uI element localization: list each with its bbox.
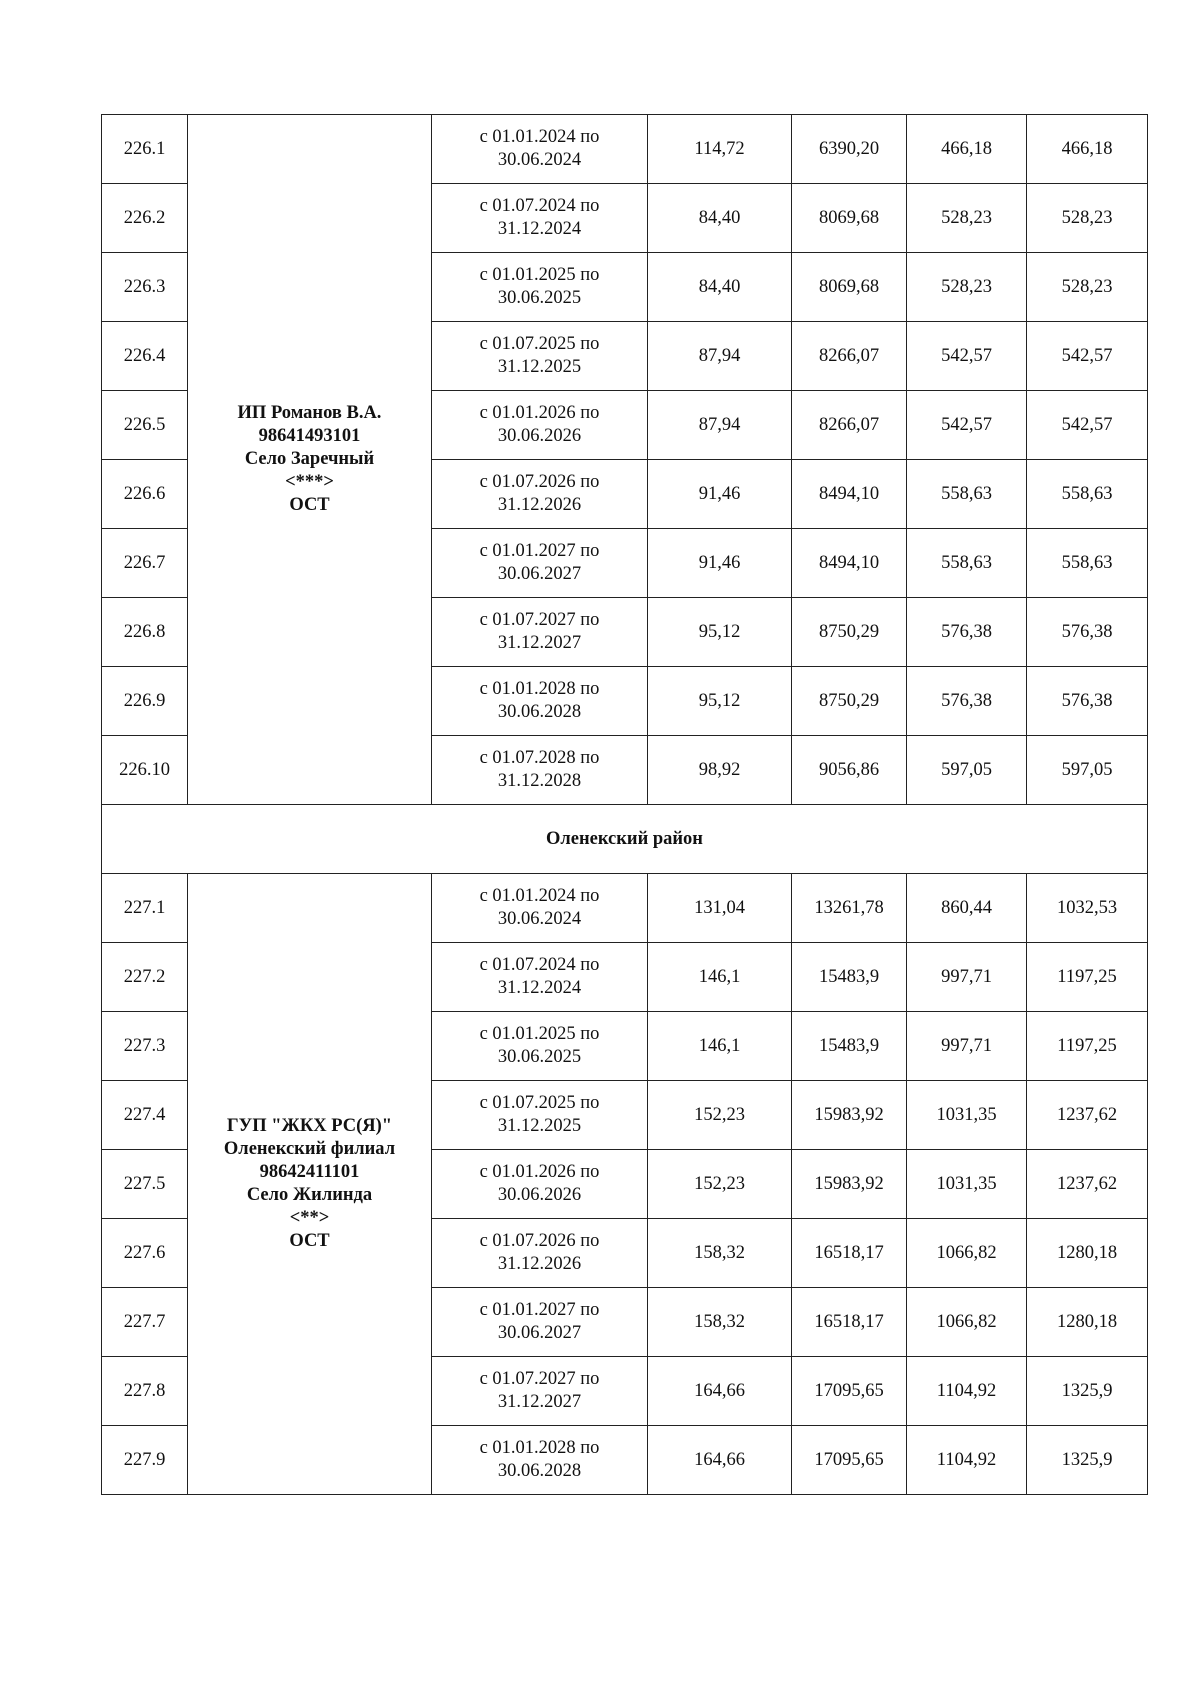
value-cell-v2: 8266,07 [792,391,907,460]
period-cell [432,529,648,598]
value-cell-v1: 146,1 [648,943,792,1012]
period-end: 31.12.2025 [497,1116,582,1136]
value-cell-v4: 597,05 [1027,736,1148,805]
value-cell-v3: 860,44 [907,874,1027,943]
organization-line: <**> [289,1208,330,1228]
organization-line: 98641493101 [258,426,361,446]
period-start: с 01.07.2026 по [479,1231,600,1251]
period-end: 31.12.2026 [497,495,582,515]
organization-line: Оленекский филиал [223,1139,396,1159]
value-cell-v3: 466,18 [907,115,1027,184]
value-cell-v3: 528,23 [907,184,1027,253]
row-number-cell: 226.6 [102,460,188,529]
section-title: Оленекский район [102,805,1148,874]
row-number-cell: 226.8 [102,598,188,667]
period-cell [432,1012,648,1081]
period-end: 30.06.2026 [497,1185,582,1205]
row-number-cell: 226.1 [102,115,188,184]
row-number-cell: 227.3 [102,1012,188,1081]
period-end: 30.06.2026 [497,426,582,446]
value-cell-v1: 164,66 [648,1357,792,1426]
value-cell-v2: 8494,10 [792,529,907,598]
value-cell-v3: 1104,92 [907,1357,1027,1426]
value-cell-v4: 542,57 [1027,391,1148,460]
row-number-cell: 226.4 [102,322,188,391]
value-cell-v4: 576,38 [1027,667,1148,736]
value-cell-v3: 1031,35 [907,1150,1027,1219]
value-cell-v3: 997,71 [907,943,1027,1012]
value-cell-v3: 558,63 [907,529,1027,598]
value-cell-v1: 164,66 [648,1426,792,1495]
period-end: 30.06.2027 [497,564,582,584]
period-start: с 01.01.2028 по [479,679,600,699]
value-cell-v1: 146,1 [648,1012,792,1081]
value-cell-v4: 528,23 [1027,184,1148,253]
period-start: с 01.07.2027 по [479,610,600,630]
value-cell-v2: 8494,10 [792,460,907,529]
period-end: 30.06.2025 [497,1047,582,1067]
value-cell-v2: 8750,29 [792,667,907,736]
period-cell [432,115,648,184]
period-start: с 01.01.2024 по [479,886,600,906]
value-cell-v2: 15483,9 [792,1012,907,1081]
organization-cell [188,115,432,805]
value-cell-v1: 95,12 [648,598,792,667]
organization-line: ОСТ [289,495,330,515]
row-number-cell: 227.8 [102,1357,188,1426]
value-cell-v4: 576,38 [1027,598,1148,667]
row-number-cell: 226.2 [102,184,188,253]
value-cell-v4: 1032,53 [1027,874,1148,943]
period-end: 31.12.2028 [497,771,582,791]
value-cell-v4: 1197,25 [1027,1012,1148,1081]
row-number-cell: 227.2 [102,943,188,1012]
value-cell-v1: 158,32 [648,1288,792,1357]
value-cell-v4: 542,57 [1027,322,1148,391]
value-cell-v1: 98,92 [648,736,792,805]
period-end: 30.06.2024 [497,150,582,170]
period-end: 31.12.2027 [497,1392,582,1412]
period-cell [432,391,648,460]
tariff-table [101,114,1148,1495]
period-cell [432,598,648,667]
period-start: с 01.07.2024 по [479,196,600,216]
value-cell-v4: 1237,62 [1027,1081,1148,1150]
period-cell [432,184,648,253]
period-start: с 01.07.2027 по [479,1369,600,1389]
value-cell-v4: 558,63 [1027,529,1148,598]
value-cell-v3: 1031,35 [907,1081,1027,1150]
value-cell-v4: 528,23 [1027,253,1148,322]
value-cell-v2: 17095,65 [792,1357,907,1426]
organization-line: ИП Романов В.А. [237,403,382,423]
period-start: с 01.07.2026 по [479,472,600,492]
value-cell-v1: 131,04 [648,874,792,943]
organization-line: Село Жилинда [246,1185,373,1205]
value-cell-v2: 8750,29 [792,598,907,667]
period-cell [432,322,648,391]
table-row [102,874,1148,943]
organization-line: ГУП "ЖКХ РС(Я)" [226,1116,393,1136]
row-number-cell: 227.7 [102,1288,188,1357]
row-number-cell: 226.10 [102,736,188,805]
value-cell-v1: 87,94 [648,322,792,391]
period-end: 31.12.2026 [497,1254,582,1274]
period-start: с 01.07.2025 по [479,1093,600,1113]
value-cell-v1: 158,32 [648,1219,792,1288]
period-start: с 01.01.2027 по [479,1300,600,1320]
value-cell-v2: 8069,68 [792,184,907,253]
period-cell [432,1219,648,1288]
value-cell-v1: 152,23 [648,1150,792,1219]
value-cell-v2: 15983,92 [792,1081,907,1150]
period-cell [432,1081,648,1150]
value-cell-v1: 114,72 [648,115,792,184]
period-start: с 01.01.2026 по [479,1162,600,1182]
organization-line: <***> [285,472,334,492]
row-number-cell: 227.4 [102,1081,188,1150]
period-start: с 01.01.2024 по [479,127,600,147]
value-cell-v2: 6390,20 [792,115,907,184]
value-cell-v1: 84,40 [648,253,792,322]
period-cell [432,736,648,805]
section-row [102,805,1148,874]
row-number-cell: 226.3 [102,253,188,322]
value-cell-v3: 576,38 [907,667,1027,736]
value-cell-v2: 15983,92 [792,1150,907,1219]
period-start: с 01.01.2027 по [479,541,600,561]
period-end: 30.06.2024 [497,909,582,929]
row-number-cell: 227.1 [102,874,188,943]
row-number-cell: 226.7 [102,529,188,598]
value-cell-v2: 17095,65 [792,1426,907,1495]
period-start: с 01.07.2025 по [479,334,600,354]
period-end: 31.12.2024 [497,978,582,998]
value-cell-v2: 8069,68 [792,253,907,322]
value-cell-v2: 9056,86 [792,736,907,805]
value-cell-v3: 1104,92 [907,1426,1027,1495]
value-cell-v4: 1280,18 [1027,1219,1148,1288]
row-number-cell: 226.5 [102,391,188,460]
period-end: 30.06.2025 [497,288,582,308]
value-cell-v1: 91,46 [648,529,792,598]
value-cell-v4: 1197,25 [1027,943,1148,1012]
value-cell-v3: 542,57 [907,391,1027,460]
period-end: 31.12.2024 [497,219,582,239]
value-cell-v3: 576,38 [907,598,1027,667]
period-start: с 01.01.2025 по [479,1024,600,1044]
value-cell-v4: 1325,9 [1027,1426,1148,1495]
period-cell [432,874,648,943]
value-cell-v3: 558,63 [907,460,1027,529]
organization-line: ОСТ [289,1231,330,1251]
period-start: с 01.07.2024 по [479,955,600,975]
period-start: с 01.07.2028 по [479,748,600,768]
row-number-cell: 227.9 [102,1426,188,1495]
period-cell [432,460,648,529]
value-cell-v3: 542,57 [907,322,1027,391]
value-cell-v2: 16518,17 [792,1288,907,1357]
value-cell-v3: 1066,82 [907,1288,1027,1357]
value-cell-v1: 87,94 [648,391,792,460]
period-end: 31.12.2027 [497,633,582,653]
value-cell-v4: 466,18 [1027,115,1148,184]
period-cell [432,1288,648,1357]
row-number-cell: 226.9 [102,667,188,736]
value-cell-v1: 152,23 [648,1081,792,1150]
value-cell-v4: 558,63 [1027,460,1148,529]
value-cell-v3: 528,23 [907,253,1027,322]
value-cell-v2: 16518,17 [792,1219,907,1288]
value-cell-v1: 95,12 [648,667,792,736]
period-cell [432,667,648,736]
value-cell-v4: 1325,9 [1027,1357,1148,1426]
period-start: с 01.01.2025 по [479,265,600,285]
value-cell-v1: 84,40 [648,184,792,253]
value-cell-v4: 1237,62 [1027,1150,1148,1219]
period-start: с 01.01.2026 по [479,403,600,423]
period-cell [432,253,648,322]
period-start: с 01.01.2028 по [479,1438,600,1458]
value-cell-v2: 15483,9 [792,943,907,1012]
organization-line: 98642411101 [259,1162,360,1182]
row-number-cell: 227.6 [102,1219,188,1288]
organization-cell [188,874,432,1495]
period-end: 30.06.2027 [497,1323,582,1343]
value-cell-v2: 13261,78 [792,874,907,943]
period-end: 30.06.2028 [497,702,582,722]
period-cell [432,1426,648,1495]
value-cell-v3: 997,71 [907,1012,1027,1081]
value-cell-v1: 91,46 [648,460,792,529]
organization-line: Село Заречный [244,449,375,469]
period-end: 30.06.2028 [497,1461,582,1481]
value-cell-v4: 1280,18 [1027,1288,1148,1357]
value-cell-v2: 8266,07 [792,322,907,391]
period-cell [432,1357,648,1426]
table-row [102,115,1148,184]
value-cell-v3: 1066,82 [907,1219,1027,1288]
period-cell [432,1150,648,1219]
period-end: 31.12.2025 [497,357,582,377]
value-cell-v3: 597,05 [907,736,1027,805]
period-cell [432,943,648,1012]
row-number-cell: 227.5 [102,1150,188,1219]
